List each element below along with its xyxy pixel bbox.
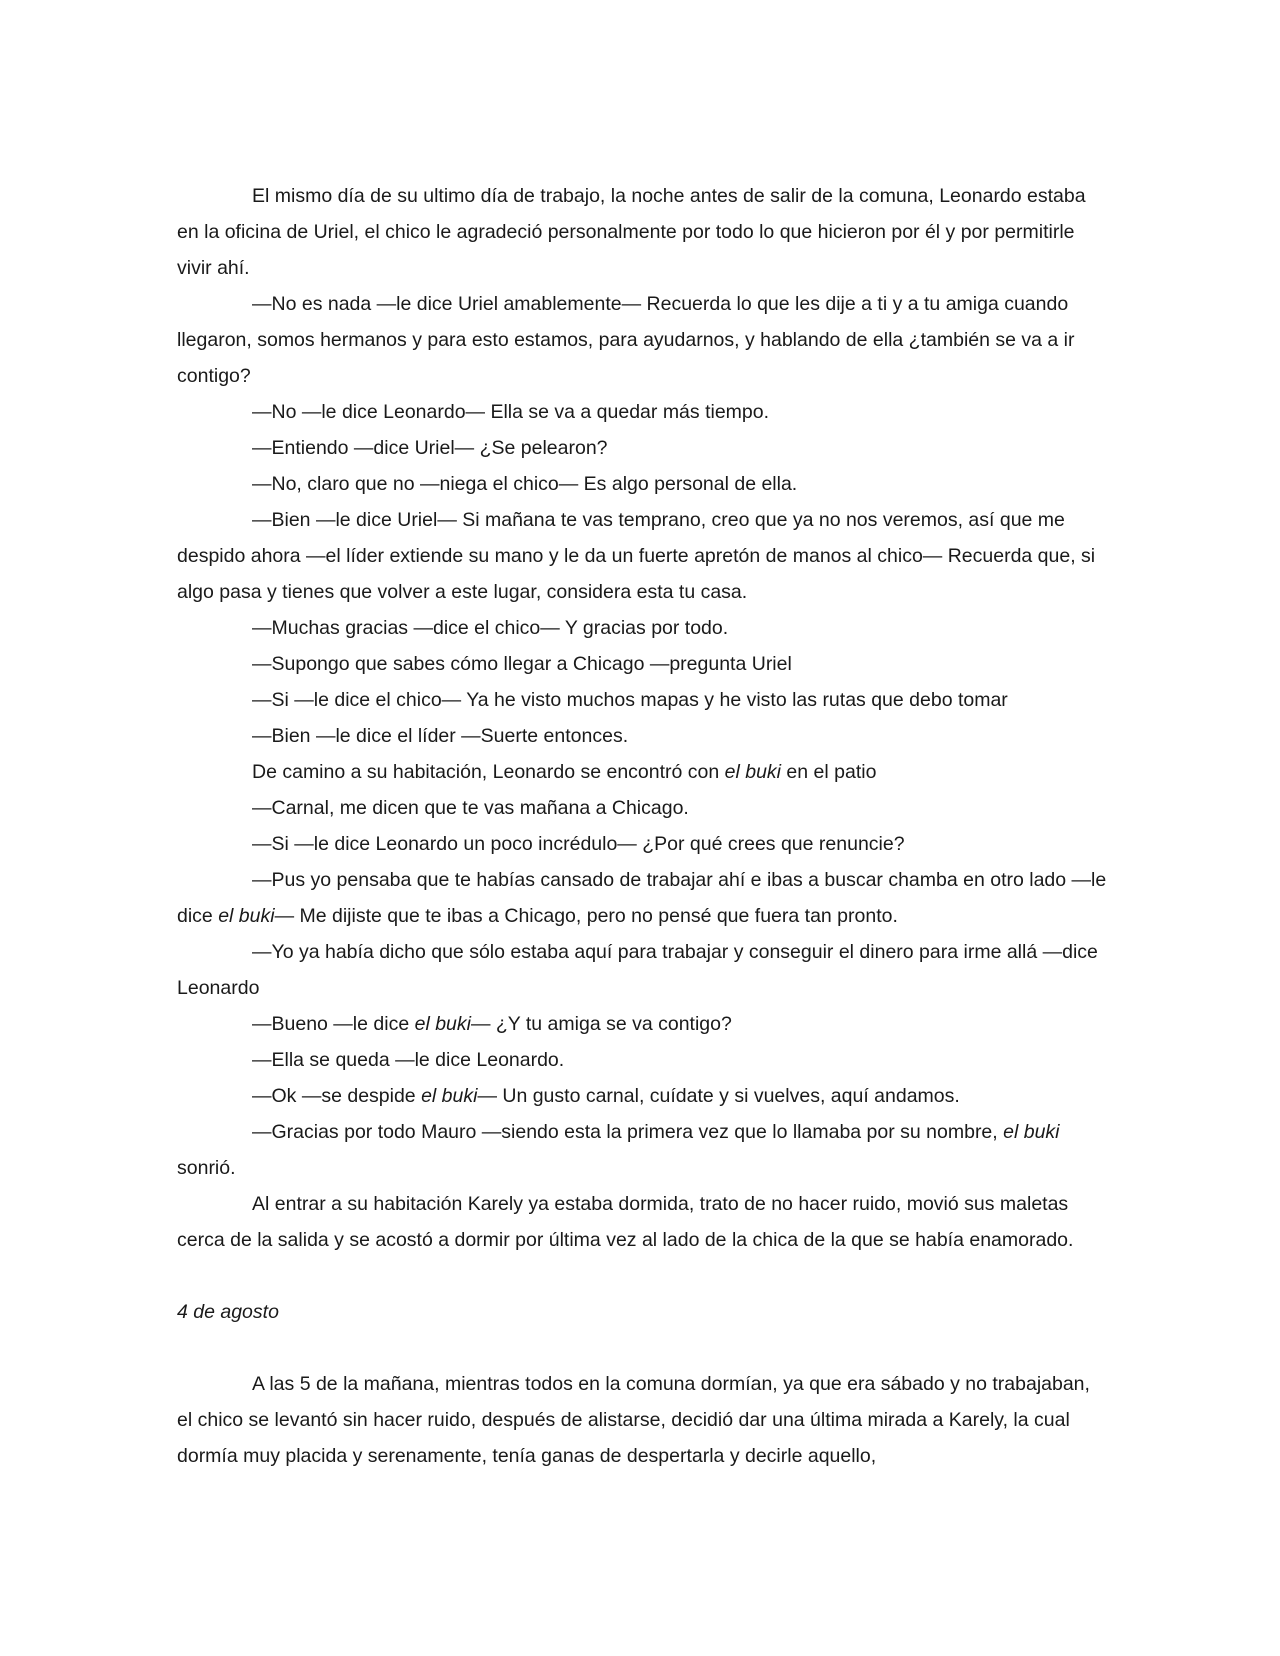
paragraph xyxy=(177,502,1109,610)
paragraph xyxy=(177,1078,1109,1114)
text-run: —Pus yo pensaba que te habías cansado de trabajar ahí e ibas a buscar chamba en otro lado —le dice xyxy=(177,869,1107,927)
paragraph xyxy=(177,718,1109,754)
text-run: —Ella se queda —le dice Leonardo. xyxy=(252,1049,565,1071)
text-run: De camino a su habitación, Leonardo se encontró con xyxy=(252,761,725,783)
paragraph xyxy=(177,1114,1109,1186)
paragraph xyxy=(177,610,1109,646)
italic-text-run: el buki xyxy=(1003,1121,1060,1143)
paragraph xyxy=(177,934,1109,1006)
paragraph xyxy=(177,754,1109,790)
paragraph xyxy=(177,646,1109,682)
text-run: —Muchas gracias —dice el chico— Y gracias por todo. xyxy=(252,617,729,639)
paragraph xyxy=(177,1006,1109,1042)
text-run: —Bueno —le dice xyxy=(252,1013,415,1035)
italic-text-run: el buki xyxy=(414,1013,471,1035)
text-run: —No, claro que no —niega el chico— Es algo personal de ella. xyxy=(252,473,798,495)
italic-text-run: el buki xyxy=(421,1085,478,1107)
text-run: —Ok —se despide xyxy=(252,1085,422,1107)
text-run: —Carnal, me dicen que te vas mañana a Chicago. xyxy=(252,797,689,819)
text-run: El mismo día de su ultimo día de trabajo, la noche antes de salir de la comuna, Leonardo estaba en la oficina de Uriel, el chico le agradeció personalmente por todo lo que hicieron por él y por permitirle vivir ahí. xyxy=(177,185,1086,279)
date-heading: 4 de agosto xyxy=(177,1301,279,1323)
italic-text-run: el buki xyxy=(724,761,782,783)
paragraph xyxy=(177,826,1109,862)
paragraph xyxy=(177,394,1109,430)
text-run: —Yo ya había dicho que sólo estaba aquí para trabajar y conseguir el dinero para irme allá —dice Leonardo xyxy=(177,941,1098,999)
paragraph xyxy=(177,286,1109,394)
text-run: —No es nada —le dice Uriel amablemente— Recuerda lo que les dije a ti y a tu amiga cuando llegaron, somos hermanos y para esto estamos, para ayudarnos, y hablando de ella ¿también se va a ir contigo? xyxy=(177,293,1075,387)
text-run: sonrió. xyxy=(177,1157,236,1179)
paragraphs-before-date xyxy=(177,178,1109,1258)
text-run: —Si —le dice el chico— Ya he visto muchos mapas y he visto las rutas que debo tomar xyxy=(252,689,1008,711)
paragraph xyxy=(177,178,1109,286)
text-run: —Entiendo —dice Uriel— ¿Se pelearon? xyxy=(252,437,608,459)
text-run: — Me dijiste que te ibas a Chicago, pero no pensé que fuera tan pronto. xyxy=(274,905,898,927)
text-run: —Supongo que sabes cómo llegar a Chicago —pregunta Uriel xyxy=(252,653,792,675)
text-run: — Un gusto carnal, cuídate y si vuelves, aquí andamos. xyxy=(477,1085,960,1107)
text-run: —No —le dice Leonardo— Ella se va a quedar más tiempo. xyxy=(252,401,770,423)
text-run: Al entrar a su habitación Karely ya estaba dormida, trato de no hacer ruido, movió sus maletas cerca de la salida y se acostó a dormir por última vez al lado de la chica de la que se había enamorado. xyxy=(177,1193,1074,1251)
paragraph xyxy=(177,1042,1109,1078)
text-run: —Si —le dice Leonardo un poco incrédulo— ¿Por qué crees que renuncie? xyxy=(252,833,905,855)
text-run: A las 5 de la mañana, mientras todos en la comuna dormían, ya que era sábado y no trabajaban, el chico se levantó sin hacer ruido, después de alistarse, decidió dar una última mirada a Karely, la cual dormía muy placida y serenamente, tenía ganas de despertarla y decirle aquello, xyxy=(177,1373,1090,1467)
paragraph xyxy=(177,430,1109,466)
document-body xyxy=(177,178,1109,1474)
text-run: —Bien —le dice Uriel— Si mañana te vas temprano, creo que ya no nos veremos, así que me despido ahora —el líder extiende su mano y le da un fuerte apretón de manos al chico— Recuerda que, si algo pasa y tienes que volver a este lugar, considera esta tu casa. xyxy=(177,509,1096,603)
paragraph xyxy=(177,466,1109,502)
paragraph xyxy=(177,862,1109,934)
text-run: —Gracias por todo Mauro —siendo esta la primera vez que lo llamaba por su nombre, xyxy=(252,1121,1004,1143)
paragraph xyxy=(177,682,1109,718)
paragraph xyxy=(177,1186,1109,1258)
text-run: —Bien —le dice el líder —Suerte entonces. xyxy=(252,725,629,747)
paragraphs-after-date xyxy=(177,1366,1109,1474)
text-run: en el patio xyxy=(781,761,877,783)
text-run: — ¿Y tu amiga se va contigo? xyxy=(470,1013,732,1035)
paragraph xyxy=(177,1366,1109,1474)
paragraph xyxy=(177,790,1109,826)
italic-text-run: el buki xyxy=(218,905,275,927)
